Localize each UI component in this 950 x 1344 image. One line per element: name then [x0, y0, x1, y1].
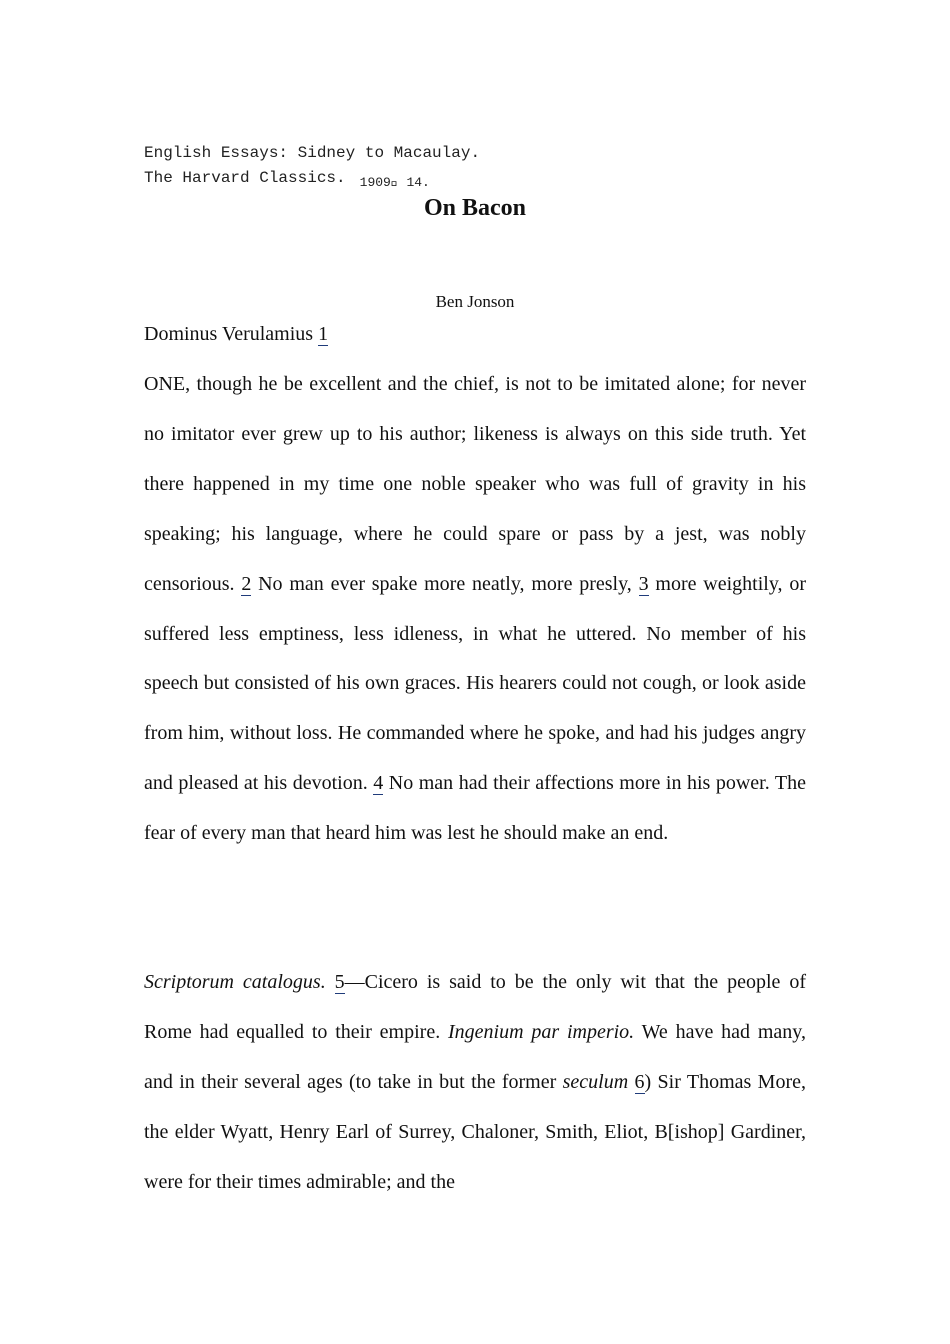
section-heading-text: Dominus Verulamius	[144, 323, 319, 345]
paragraph-1-text-c: more weightily, or suffered less emptiness, less idleness, in what he uttered. No member of his speech but consisted of his own graces. His hearers could not cough, or look aside from him, without loss. He commanded where he spoke, and had his judges angry and pleased at his devotion.	[144, 572, 806, 795]
essay-author: Ben Jonson	[435, 292, 515, 311]
footnote-link-3[interactable]: 3	[638, 572, 649, 595]
source-line-1: English Essays: Sidney to Macaulay.	[144, 144, 481, 162]
paragraph-2-text-c: ) Sir Thomas More, the elder Wyatt, Henry Earl of Surrey, Chaloner, Smith, Eliot, B[ishop] Gardiner, were for their times admirable; and the	[144, 1070, 806, 1193]
paragraph-2-text-b: We have had many, and in their several ages (to take in but the former	[144, 1020, 806, 1093]
essay-subtitle:       	[422, 246, 528, 268]
paragraph-2	[144, 958, 806, 1208]
paragraph-2-italic-ingenium: Ingenium par imperio.	[448, 1020, 635, 1043]
source-line-2: The Harvard Classics.	[144, 169, 346, 187]
section-heading	[144, 321, 328, 347]
paragraph-1-text-b: No man ever spake more neatly, more presly,	[251, 572, 639, 595]
source-citation	[144, 141, 480, 191]
paragraph-1-text-a: ONE, though he be excellent and the chief, is not to be imitated alone; for never no imitator ever grew up to his author; likeness is always on this side truth. Yet there happened in my time one noble speaker who was full of gravity in his speaking; his language, where he could spare or pass by a jest, was nobly censorious.	[144, 373, 806, 595]
paragraph-1	[144, 360, 806, 859]
footnote-link-5[interactable]: 5	[334, 971, 345, 993]
footnote-link-2[interactable]: 2	[241, 572, 252, 595]
paragraph-2-italic-seculum: seculum	[562, 1070, 629, 1093]
footnote-link-1[interactable]: 1	[318, 323, 329, 345]
paragraph-2-italic-catalogus: Scriptorum catalogus.	[144, 971, 326, 993]
paragraph-2-text-a: —Cicero is said to be the only wit that the people of Rome had equalled to their empire.	[144, 971, 806, 1043]
paragraph-1-text-d: No man had their affections more in his power. The fear of every man that heard him was lest he should make an end.	[144, 772, 806, 845]
essay-title: On Bacon	[423, 195, 527, 221]
footnote-link-6[interactable]: 6	[634, 1070, 645, 1093]
source-date: 1909  14.	[359, 175, 430, 190]
footnote-link-4[interactable]: 4	[373, 772, 384, 795]
